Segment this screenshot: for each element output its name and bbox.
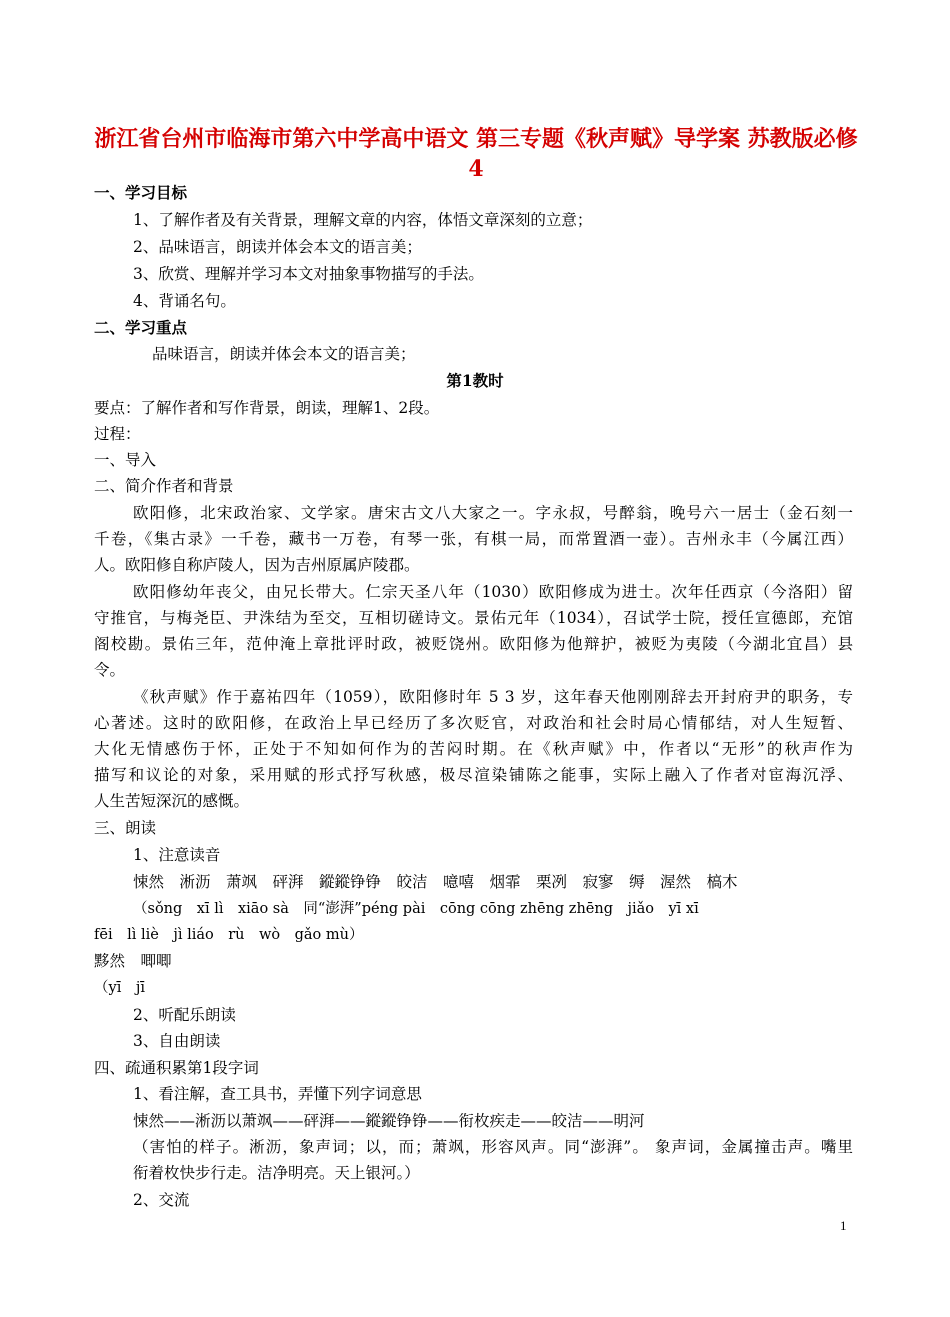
lesson-title: 第1教时: [446, 371, 504, 390]
vocab-pinyin: （yī jī: [94, 980, 145, 996]
step-heading-author: 二、简介作者和背景: [94, 477, 234, 495]
goal-item: 3、欣赏、理解并学习本文对抽象事物描写的手法。: [133, 265, 484, 283]
vocab-pinyin: （sǒng xī lì xiāo sà 同“澎湃”péng pài cōng cōng zhēng zhēng jiǎo yī xī: [133, 901, 699, 917]
paragraph-line: 千卷，《集古录》一千卷，藏书一万卷，有琴一张，有棋一局，而常置酒一壶）。吉州永丰（今属江西）: [94, 530, 853, 548]
paragraph-line: 心著述。这时的欧阳修，在政治上早已经历了多次贬官，对政治和社会时局心情郁结，对人生短暂、: [94, 714, 853, 732]
paragraph-line: 人生苦短深沉的感慨。: [94, 792, 250, 810]
reading-sub-item: 2、听配乐朗读: [133, 1006, 236, 1024]
vocab-words: 黟然 唧唧: [94, 952, 172, 970]
process-label: 过程：: [94, 425, 141, 443]
section-heading-goals: 一、学习目标: [94, 183, 188, 202]
vocab-sub-item: 2、交流: [133, 1191, 190, 1209]
step-heading-intro: 一、导入: [94, 451, 157, 469]
paragraph-line: 阁校勘。景佑三年，范仲淹上章批评时政，被贬饶州。欧阳修为他辩护，被贬为夷陵（今湖北宜昌）县: [94, 635, 853, 653]
page-number: 1: [840, 1218, 847, 1233]
vocab-explanation: 衔着枚快步行走。洁净明亮。天上银河。）: [133, 1164, 420, 1182]
goal-item: 2、品味语言，朗读并体会本文的语言美；: [133, 238, 422, 256]
focus-text: 品味语言，朗读并体会本文的语言美；: [152, 345, 416, 363]
paragraph-line: 《秋声赋》作于嘉祐四年（1059），欧阳修时年 5 3 岁，这年春天他刚刚辞去开封府尹的职务，专: [133, 688, 853, 706]
paragraph-line: 欧阳修幼年丧父，由兄长带大。仁宗天圣八年（1030）欧阳修成为进士。次年任西京（今洛阳）留: [133, 583, 853, 601]
reading-sub-item: 3、自由朗读: [133, 1032, 221, 1050]
paragraph-line: 大化无情感伤于怀，正处于不知如何作为的苦闷时期。在《秋声赋》中，作者以“无形”的秋声作为: [94, 740, 853, 758]
document-title: 浙江省台州市临海市第六中学高中语文 第三专题《秋声赋》导学案 苏教版必修4: [94, 126, 858, 182]
vocab-sub-item: 1、看注解，查工具书，弄懂下列字词意思: [133, 1085, 422, 1103]
paragraph-line: 欧阳修，北宋政治家、文学家。唐宋古文八大家之一。字永叔，号醉翁，晚号六一居士（金石刻一: [133, 504, 853, 522]
step-heading-reading: 三、朗读: [94, 819, 157, 837]
step-heading-vocab: 四、疏通积累第1段字词: [94, 1059, 259, 1077]
goal-item: 1、了解作者及有关背景，理解文章的内容，体悟文章深刻的立意；: [133, 211, 593, 229]
paragraph-line: 守推官，与梅尧臣、尹洙结为至交，互相切磋诗文。景佑元年（1034），召试学士院，授任宣德郎，充馆: [94, 609, 853, 627]
vocab-pinyin: fēi lì liè jì liáo rù wò gǎo mù）: [94, 927, 364, 943]
paragraph-line: 描写和议论的对象，采用赋的形式抒写秋感，极尽渲染铺陈之能事，实际上融入了作者对宦海沉浮、: [94, 766, 853, 784]
section-heading-focus: 二、学习重点: [94, 318, 188, 337]
vocab-words: 悚然 淅沥 萧飒 砰湃 鏦鏦铮铮 皎洁 噫嘻 烟霏 栗冽 寂寥 缛 渥然 槁木: [133, 873, 738, 891]
lesson-keypoint: 要点：了解作者和写作背景，朗读，理解1、2段。: [94, 399, 440, 417]
vocab-explanation: （害怕的样子。淅沥，象声词；以，而；萧飒，形容风声。同“澎湃”。 象声词，金属撞击声。嘴里: [133, 1138, 853, 1156]
paragraph-line: 人。欧阳修自称庐陵人，因为吉州原属庐陵郡。: [94, 556, 420, 574]
paragraph-line: 令。: [94, 661, 126, 679]
reading-sub-item: 1、注意读音: [133, 846, 221, 864]
vocab-terms: 悚然——淅沥以萧飒——砰湃——鏦鏦铮铮——衔枚疾走——皎洁——明河: [133, 1112, 645, 1130]
goal-item: 4、背诵名句。: [133, 292, 236, 310]
